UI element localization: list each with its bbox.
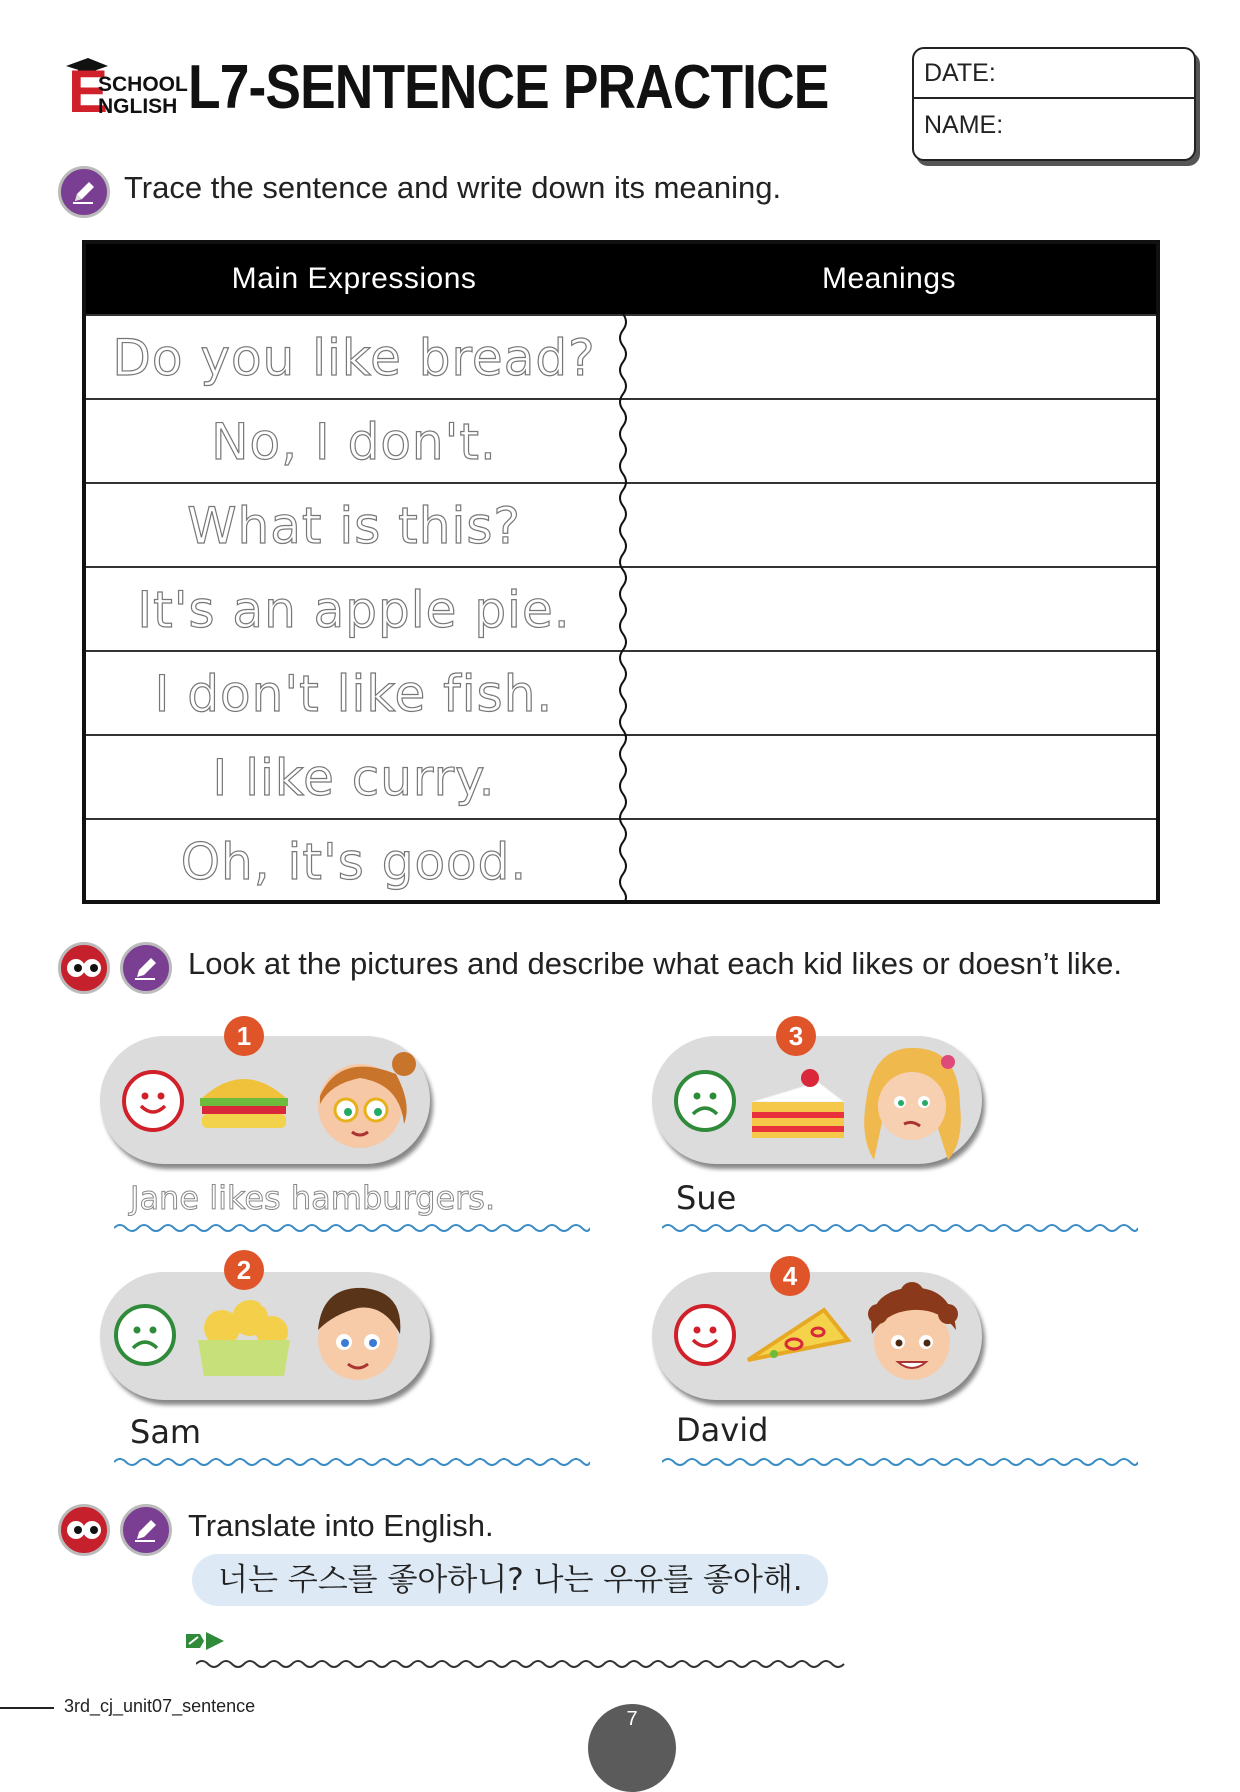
wavy-writing-line (114, 1456, 590, 1468)
footer-code: 3rd_cj_unit07_sentence (64, 1696, 256, 1716)
number-badge: 1 (224, 1016, 264, 1056)
picture-card-3 (652, 1036, 982, 1164)
hamburger-icon (196, 1066, 292, 1136)
sam-avatar (304, 1274, 414, 1398)
section1-instruction: Trace the sentence and write down its meaning. (124, 170, 782, 205)
section3-instruction: Translate into English. (188, 1508, 494, 1543)
date-field[interactable]: DATE: (914, 49, 1194, 99)
jane-avatar (300, 1044, 420, 1164)
picture-card-4 (652, 1272, 982, 1400)
happy-face-icon (674, 1304, 736, 1366)
trace-sentence: Do you like bread? (112, 329, 596, 387)
trace-sentence: No, I don't. (211, 413, 497, 471)
pencil-icon (58, 166, 110, 218)
eyes-icon (58, 942, 110, 994)
wavy-writing-line[interactable] (196, 1658, 848, 1670)
logo-text-english: NGLISH (98, 95, 178, 118)
logo-text-school: SCHOOL (98, 73, 188, 96)
trace-sentence: It's an apple pie. (137, 581, 571, 639)
picture-card-2 (100, 1272, 430, 1400)
cake-icon (748, 1064, 848, 1144)
expressions-table (82, 240, 1160, 904)
sad-face-icon (114, 1304, 176, 1366)
trace-sentence: I like curry. (212, 749, 496, 807)
happy-face-icon (122, 1070, 184, 1132)
pencil-icon (120, 1504, 172, 1556)
answer-text[interactable]: Sam (130, 1413, 202, 1451)
eyes-icon (58, 1504, 110, 1556)
column-divider-wavy (613, 314, 633, 904)
wavy-writing-line (662, 1456, 1138, 1468)
answer-text[interactable]: David (676, 1411, 769, 1449)
chicken-icon (192, 1292, 296, 1378)
david-avatar (856, 1274, 972, 1398)
sad-face-icon (674, 1070, 736, 1132)
footer-rule (0, 1707, 54, 1709)
answer-text[interactable]: Jane likes hamburgers. (130, 1179, 496, 1217)
number-badge: 4 (770, 1256, 810, 1296)
write-arrow-icon (186, 1630, 226, 1652)
sue-avatar (852, 1042, 972, 1164)
table-header (86, 244, 1156, 314)
name-field[interactable]: NAME: (924, 111, 1004, 139)
section2-instruction: Look at the pictures and describe what each kid likes or doesn’t like. (188, 946, 1122, 981)
trace-sentence: What is this? (187, 497, 521, 555)
logo-letter-e: E (68, 58, 109, 125)
pizza-icon (744, 1306, 854, 1370)
school-english-logo (58, 58, 188, 125)
column-header-expressions: Main Expressions (231, 262, 477, 295)
trace-sentence: I don't like fish. (154, 665, 554, 723)
number-badge: 3 (776, 1016, 816, 1056)
korean-sentence: 너는 주스를 좋아하니? 나는 우유를 좋아해. (218, 1562, 803, 1598)
trace-sentence: Oh, it's good. (180, 833, 528, 891)
pencil-icon (120, 942, 172, 994)
wavy-writing-line (114, 1222, 590, 1234)
page-number: 7 (588, 1704, 676, 1792)
picture-card-1 (100, 1036, 430, 1164)
wavy-writing-line (662, 1222, 1138, 1234)
page-title: L7-SENTENCE PRACTICE (188, 53, 829, 122)
column-header-meanings: Meanings (821, 262, 957, 295)
answer-text[interactable]: Sue (676, 1179, 737, 1217)
date-name-box (912, 47, 1196, 161)
number-badge: 2 (224, 1250, 264, 1290)
